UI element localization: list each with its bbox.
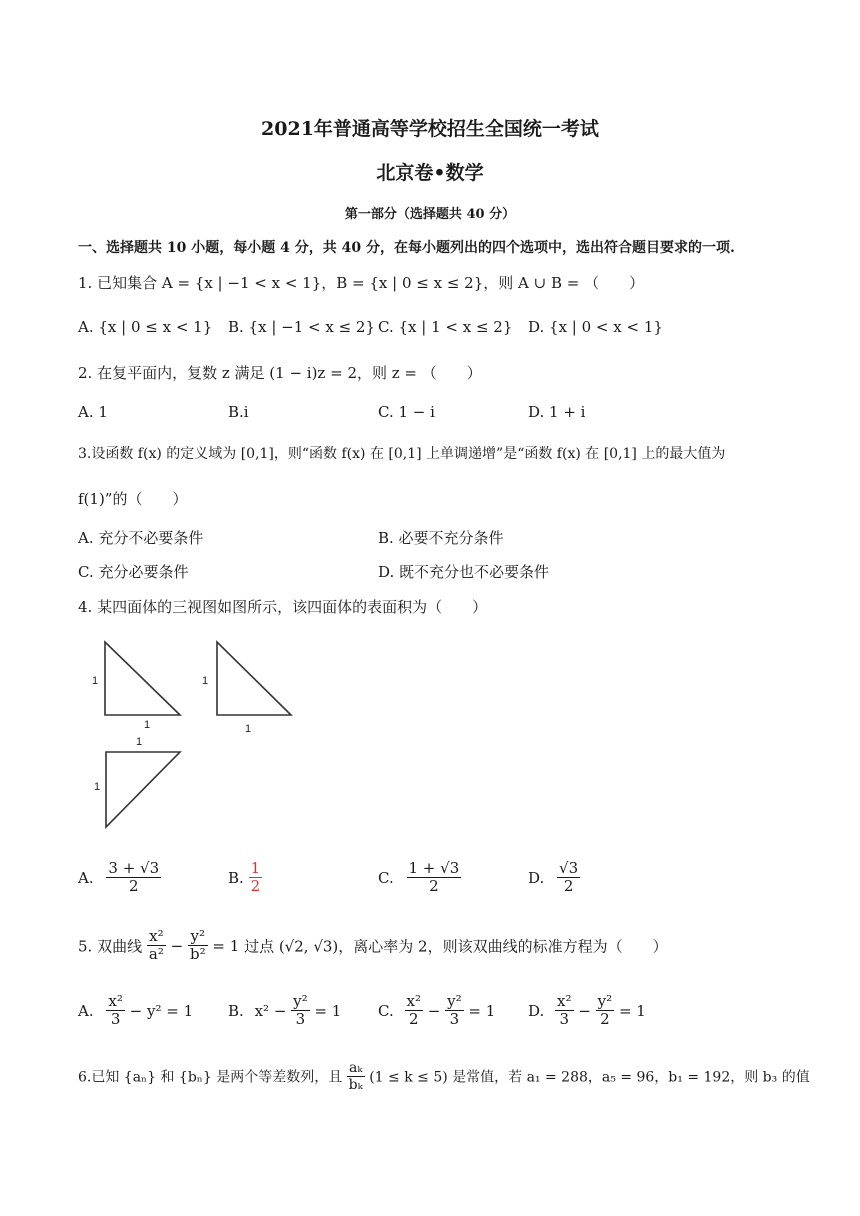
- option-letter: D.: [528, 1001, 545, 1020]
- fraction-denominator: 3: [110, 1010, 121, 1029]
- front-view-height-label: 1: [92, 675, 99, 687]
- question-5-prefix: 5. 双曲线: [78, 937, 143, 956]
- question-1-option-b: B. {x | −1 < x ≤ 2}: [228, 318, 376, 336]
- question-3-stem-line2: f(1)”的（ ）: [78, 490, 188, 508]
- fraction-numerator: 1 + √3: [408, 859, 460, 877]
- question-1-option-c: C. {x | 1 < x ≤ 2}: [378, 318, 513, 336]
- fraction-numerator: x²: [557, 992, 572, 1010]
- question-2-option-b: B.i: [228, 403, 249, 421]
- question-4-option-a: [78, 860, 161, 896]
- side-view-base-label: 1: [245, 723, 252, 735]
- fraction: [557, 860, 580, 896]
- fraction-denominator: 2: [408, 1010, 419, 1029]
- fraction-denominator: 2: [250, 877, 261, 896]
- question-1-stem: 1. 已知集合 A = {x | −1 < x < 1}，B = {x | 0 ≤ x ≤ 2}，则 A ∪ B = （ ）: [78, 274, 645, 292]
- fraction-denominator: 3: [559, 1010, 570, 1029]
- fraction-denominator: 2: [128, 877, 139, 896]
- option-rest: = 1: [468, 1001, 496, 1020]
- option-letter: C.: [378, 868, 394, 887]
- question-6-suffix: (1 ≤ k ≤ 5) 是常值，若 a₁ = 288，a₅ = 96，b₁ = 192，则 b₃ 的值: [369, 1069, 810, 1086]
- fraction-denominator: 2: [563, 877, 574, 896]
- front-view-base-label: 1: [144, 719, 151, 731]
- fraction-numerator: y²: [597, 992, 613, 1010]
- fraction: [106, 993, 124, 1029]
- top-view-height-label: 1: [94, 781, 101, 793]
- fraction: [445, 993, 464, 1029]
- fraction-denominator: bₖ: [348, 1077, 363, 1094]
- option-rest: = 1: [314, 1001, 342, 1020]
- part-heading: 第一部分（选择题共 40 分）: [344, 207, 516, 222]
- fraction: [147, 928, 166, 964]
- option-letter: B.: [228, 868, 244, 887]
- question-3-option-a: A. 充分不必要条件: [78, 529, 204, 547]
- question-5-option-c: C. $\frac{\text{x²}}{2}$ − $\frac{\text{y²}}{3}$ = 1: [378, 992, 496, 1029]
- fraction-numerator: y²: [293, 992, 308, 1010]
- side-view-height-label: 1: [202, 675, 209, 687]
- question-3-option-c: C. 充分必要条件: [78, 563, 189, 581]
- three-view-figure: [80, 630, 310, 835]
- fraction-numerator: y²: [447, 992, 462, 1010]
- question-3-option-d: D. 既不充分也不必要条件: [378, 563, 550, 581]
- question-3-stem-line1: 3.设函数 f(x) 的定义域为 [0,1]，则“函数 f(x) 在 [0,1] 上单调递增”是“函数 f(x) 在 [0,1] 上的最大值为: [78, 446, 726, 462]
- question-4-option-d: [528, 860, 580, 896]
- question-2-stem: 2. 在复平面内，复数 z 满足 (1 − i)z = 2，则 z = （ ）: [78, 364, 482, 382]
- option-letter: B.: [228, 1001, 244, 1020]
- fraction: [407, 860, 462, 896]
- question-1-option-a: A. {x | 0 ≤ x < 1}: [78, 318, 213, 336]
- question-5-option-d: D. $\frac{\text{x²}}{3}$ − $\frac{\text{y²}}{2}$ = 1: [528, 992, 646, 1029]
- question-5-option-b: [228, 993, 341, 1029]
- fraction: [347, 1060, 365, 1093]
- fraction-numerator: aₖ: [347, 1060, 365, 1077]
- question-2-option-a: A. 1: [78, 403, 108, 421]
- fraction-numerator: x²: [147, 928, 166, 946]
- exam-subtitle: 北京卷•数学: [376, 162, 484, 184]
- fraction-numerator: x²: [406, 992, 421, 1010]
- section-instructions: 一、选择题共 10 小题，每小题 4 分，共 40 分，在每小题列出的四个选项中，选出符合题目要求的一项.: [78, 240, 735, 256]
- question-3-option-b: B. 必要不充分条件: [378, 529, 504, 547]
- fraction-denominator: 2: [600, 1010, 610, 1029]
- option-letter: A.: [78, 1001, 94, 1020]
- question-5-stem: [78, 928, 668, 964]
- fraction: [405, 993, 423, 1029]
- question-5-suffix: 过点 (√2, √3)，离心率为 2，则该双曲线的标准方程为（ ）: [244, 937, 668, 956]
- fraction: [106, 860, 161, 896]
- fraction-numerator: 1: [250, 859, 261, 877]
- fraction-denominator: 2: [429, 877, 439, 896]
- question-6-prefix: 6.已知 {aₙ} 和 {bₙ} 是两个等差数列，且: [78, 1069, 343, 1086]
- fraction: [188, 928, 208, 964]
- question-4-stem: 4. 某四面体的三视图如图所示，该四面体的表面积为（ ）: [78, 598, 488, 616]
- question-6-stem: [78, 1060, 810, 1093]
- minus-sign: −: [170, 936, 184, 955]
- exam-title: 2021年普通高等学校招生全国统一考试: [261, 118, 599, 140]
- side-view-triangle: [217, 642, 291, 715]
- option-letter: C.: [378, 1001, 394, 1020]
- fraction-numerator: 3 + √3: [108, 859, 160, 877]
- front-view-triangle: [105, 642, 180, 715]
- question-2-option-d: D. 1 + i: [528, 403, 586, 421]
- fraction-denominator: 3: [295, 1010, 306, 1029]
- fraction-numerator: √3: [559, 859, 579, 877]
- fraction: [555, 993, 573, 1029]
- top-view-width-label: 1: [136, 736, 143, 748]
- fraction: [291, 993, 310, 1029]
- option-letter: A.: [78, 868, 94, 887]
- question-4-option-b: [228, 860, 262, 896]
- fraction-numerator: y²: [188, 928, 208, 946]
- question-5-option-a: [78, 993, 193, 1029]
- fraction-numerator: x²: [108, 992, 123, 1010]
- top-view-triangle: [106, 752, 180, 827]
- fraction-denominator: b²: [189, 945, 206, 964]
- fraction: [596, 993, 615, 1029]
- option-rest: − y² = 1: [129, 1001, 194, 1020]
- question-4-option-c: [378, 860, 461, 896]
- fraction-highlighted: [249, 860, 263, 896]
- question-1-option-d: D. {x | 0 < x < 1}: [528, 318, 663, 336]
- option-rest: = 1: [618, 1001, 646, 1020]
- equation-rhs: = 1: [212, 936, 240, 955]
- option-letter: D.: [528, 868, 545, 887]
- fraction-denominator: 3: [449, 1010, 460, 1029]
- option-lead: x² −: [254, 1001, 287, 1020]
- question-2-option-c: C. 1 − i: [378, 403, 435, 421]
- fraction-denominator: a²: [148, 945, 164, 964]
